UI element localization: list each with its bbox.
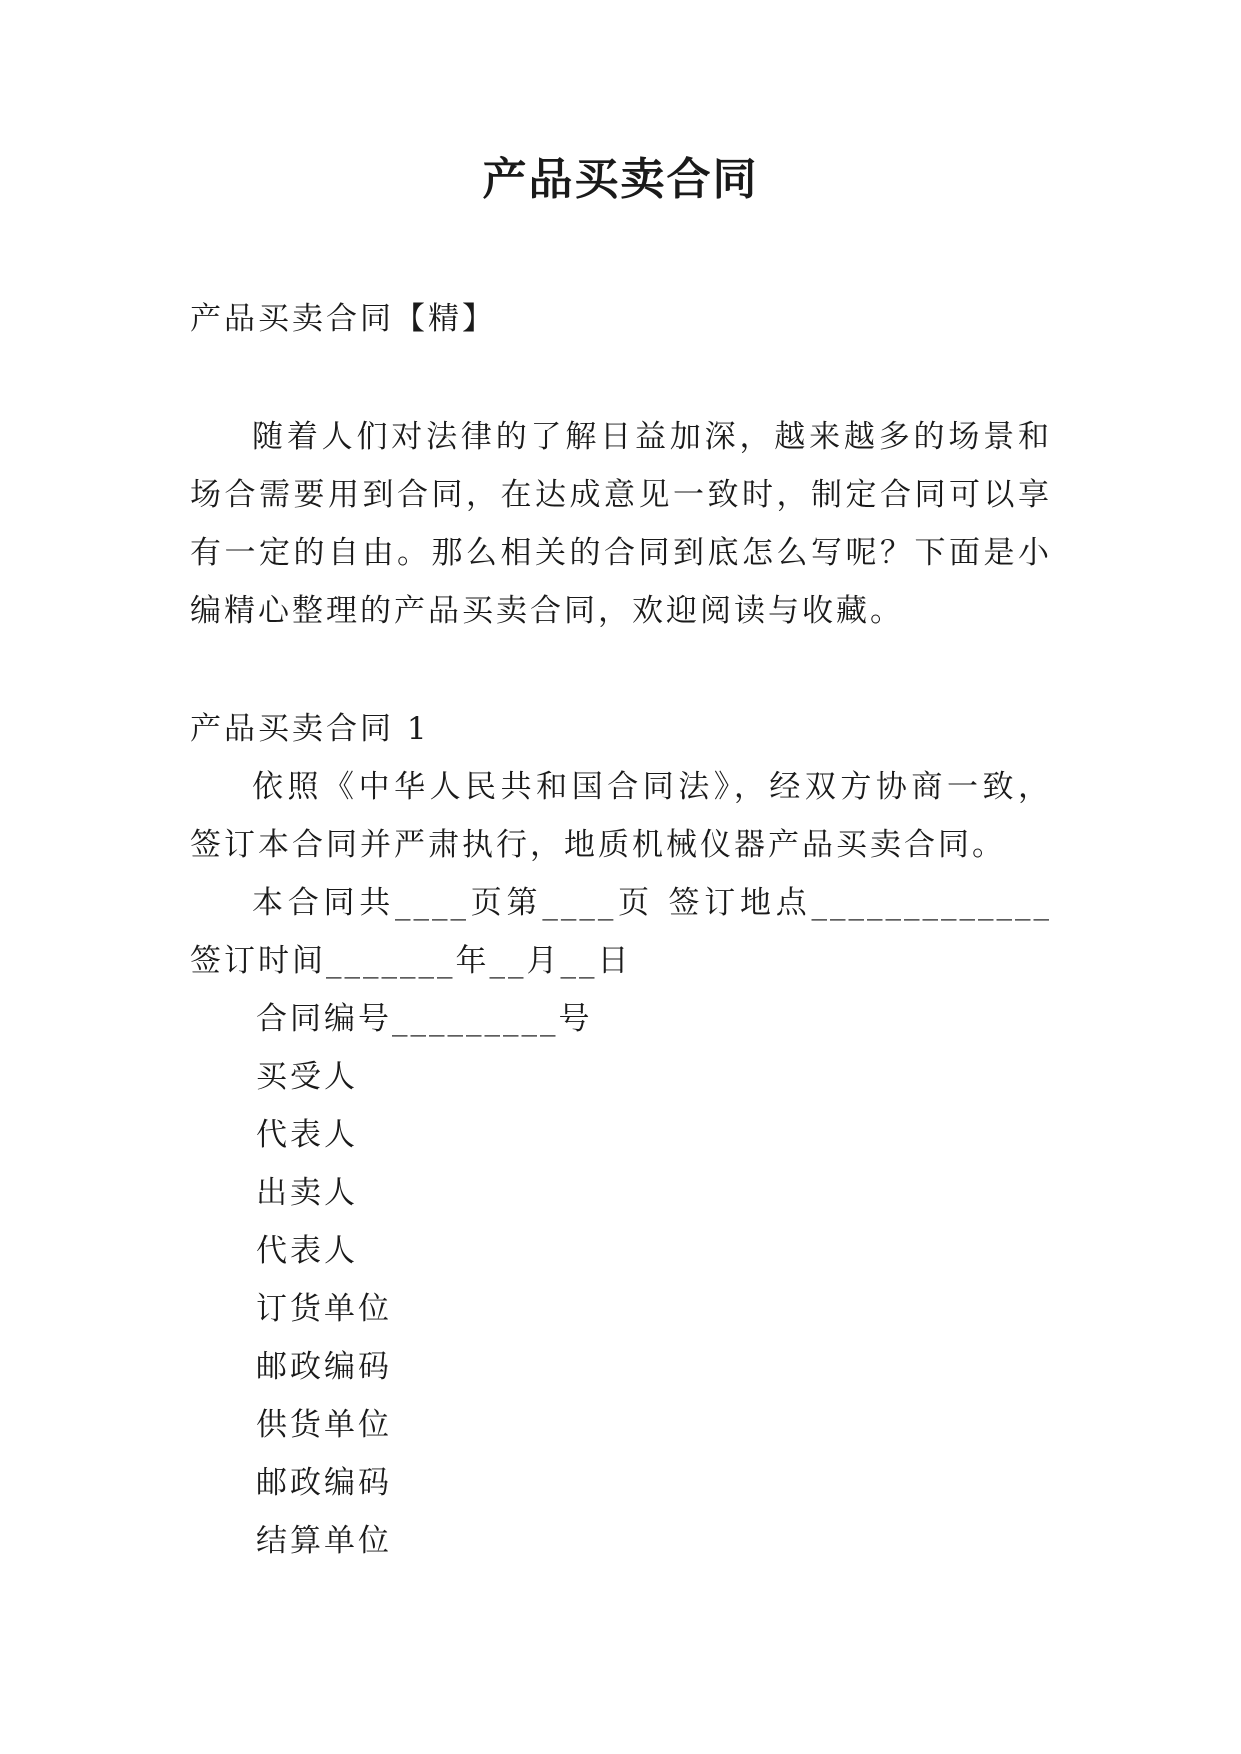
section-heading: 产品买卖合同 1 bbox=[190, 711, 430, 747]
section-paragraph: 依照《中华人民共和国合同法》，经双方协商一致，签订本合同并严肃执行，地质机械仪器产品买卖合同。 bbox=[190, 769, 1052, 863]
field-settlement-unit: 结算单位 bbox=[256, 1523, 392, 1559]
field-seller: 出卖人 bbox=[256, 1175, 358, 1211]
document-subtitle: 产品买卖合同【精】 bbox=[190, 301, 496, 337]
document-title: 产品买卖合同 bbox=[482, 154, 759, 205]
spacer bbox=[190, 348, 1052, 408]
contract-number-line: 合同编号_________号 bbox=[256, 1001, 593, 1037]
field-buyer-representative: 代表人 bbox=[256, 1117, 358, 1153]
field-postal-code-2: 邮政编码 bbox=[256, 1465, 392, 1501]
field-supplying-unit: 供货单位 bbox=[256, 1407, 392, 1443]
field-ordering-unit: 订货单位 bbox=[256, 1291, 392, 1327]
field-buyer: 买受人 bbox=[256, 1059, 358, 1095]
document-body bbox=[190, 290, 1052, 1570]
intro-paragraph: 随着人们对法律的了解日益加深，越来越多的场景和场合需要用到合同，在达成意见一致时，制定合同可以享有一定的自由。那么相关的合同到底怎么写呢？下面是小编精心整理的产品买卖合同，欢迎阅读与收藏。 bbox=[190, 419, 1052, 629]
page-info-line: 本合同共____页第____页 签订地点_____________ 签订时间_______年__月__日 bbox=[190, 885, 1052, 979]
field-seller-representative: 代表人 bbox=[256, 1233, 358, 1269]
field-postal-code-1: 邮政编码 bbox=[256, 1349, 392, 1385]
spacer bbox=[190, 640, 1052, 700]
